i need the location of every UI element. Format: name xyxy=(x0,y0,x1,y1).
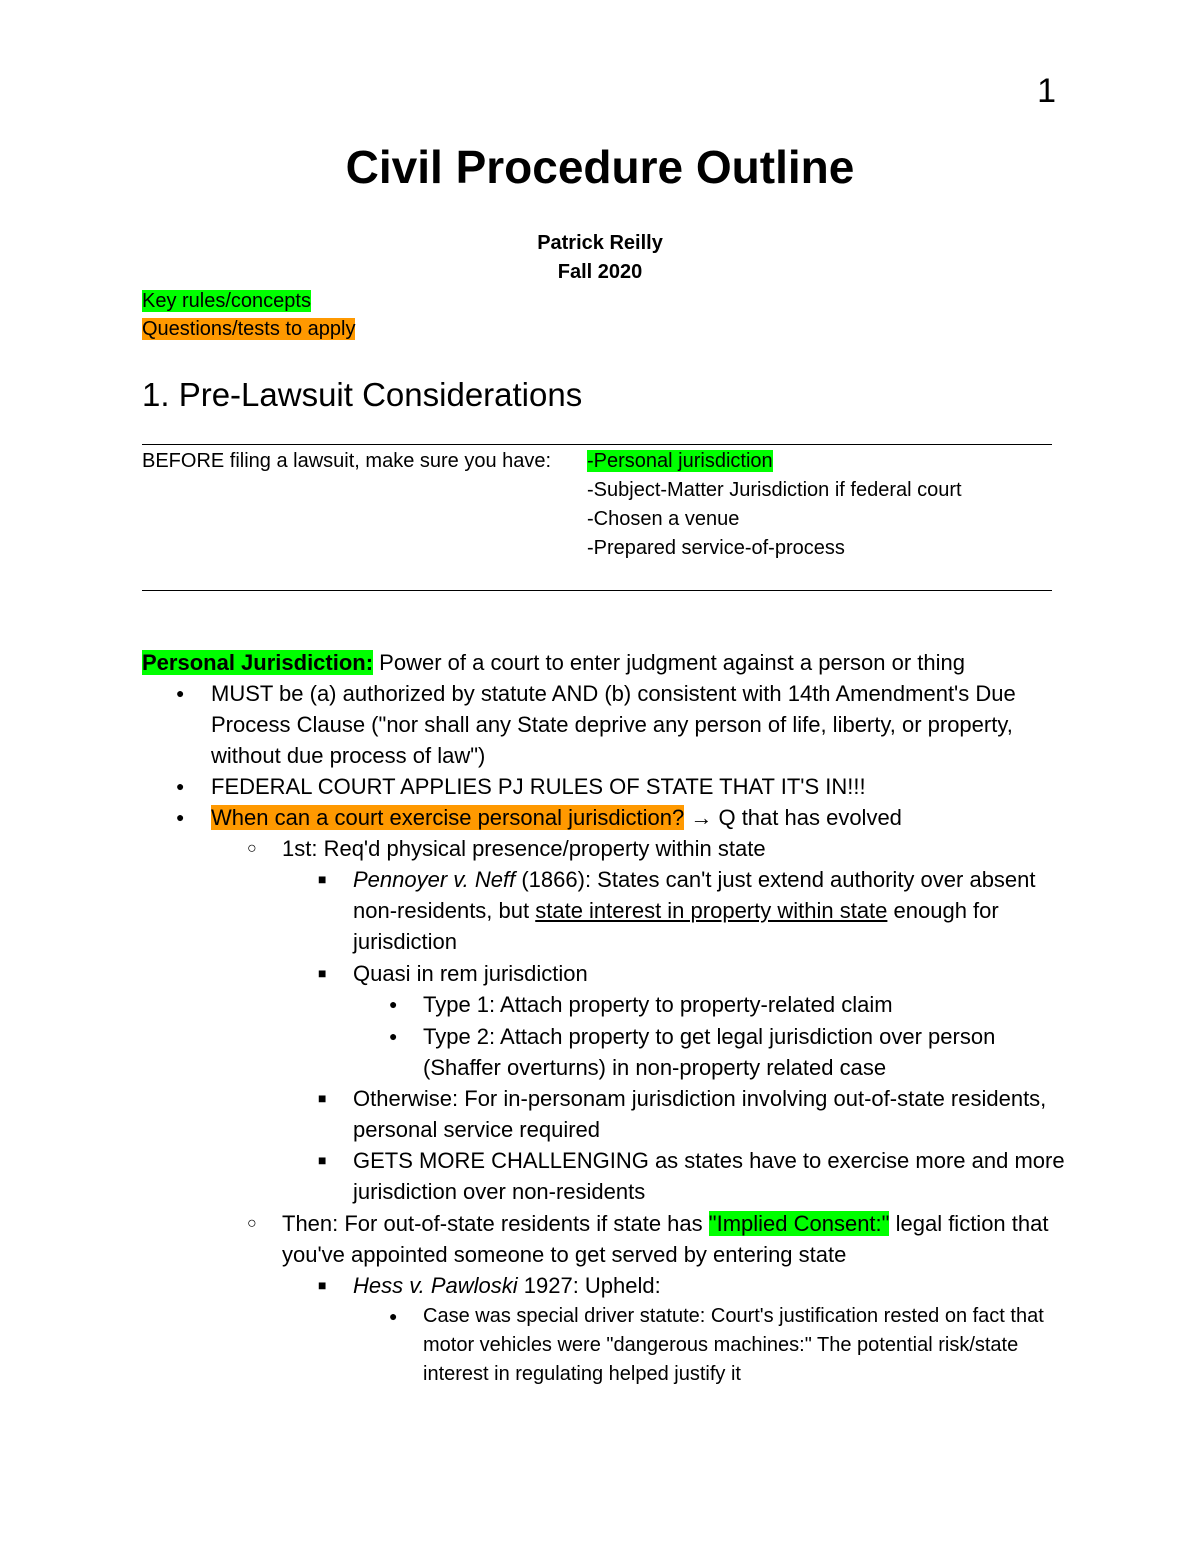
bullet-square-icon: ■ xyxy=(318,1090,327,1106)
underlined-text: state interest in property within state xyxy=(535,898,888,923)
list-item: Quasi in rem jurisdiction xyxy=(353,961,588,986)
author-name: Patrick Reilly xyxy=(537,232,663,254)
list-item: Type 2: Attach property to get legal jurisdiction over person (Shaffer overturns) in non-property related case xyxy=(423,1024,996,1080)
bullet-dot-icon: ● xyxy=(176,778,185,794)
term-label: Fall 2020 xyxy=(557,261,643,283)
question-highlight: When can a court exercise personal jurisdiction? xyxy=(211,805,685,830)
list-item xyxy=(353,864,1073,957)
bullet-dot-icon: ● xyxy=(389,1308,398,1324)
list-item xyxy=(211,802,1071,833)
legend-key-rules xyxy=(142,290,311,313)
requirement-item: -Chosen a venue xyxy=(587,508,740,530)
list-item-text: enough for jurisdiction xyxy=(353,898,999,954)
legend-questions xyxy=(142,318,355,341)
list-item-text: 1927: Upheld: xyxy=(517,1273,661,1298)
list-item: MUST be (a) authorized by statute AND (b) consistent with 14th Amendment's Due Process Clause ("nor shall any State deprive any person of life, liberty, or property, without due process of law") xyxy=(211,681,1016,768)
list-item: FEDERAL COURT APPLIES PJ RULES OF STATE THAT IT'S IN!!! xyxy=(211,774,866,799)
list-item-text: → Q that has evolved xyxy=(684,805,902,830)
requirement-item: -Subject-Matter Jurisdiction if federal court xyxy=(587,479,962,501)
list-item-text: (1866): States can't just extend authority over absent non-residents, but xyxy=(353,867,1036,923)
bullet-dot-icon: ● xyxy=(176,685,185,701)
list-item-text: Then: For out-of-state residents if state has xyxy=(282,1211,709,1236)
bullet-square-icon: ■ xyxy=(318,1152,327,1168)
bullet-dot-icon: ● xyxy=(389,996,398,1012)
bullet-square-icon: ■ xyxy=(318,871,327,887)
list-item: GETS MORE CHALLENGING as states have to exercise more and more jurisdiction over non-residents xyxy=(353,1148,1065,1204)
divider-bottom xyxy=(142,590,1052,591)
bullet-square-icon: ■ xyxy=(318,1277,327,1293)
requirement-item xyxy=(587,450,773,473)
list-item: 1st: Req'd physical presence/property within state xyxy=(282,836,766,861)
bullet-dot-icon: ● xyxy=(176,809,185,825)
list-item: Type 1: Attach property to property-related claim xyxy=(423,992,893,1017)
list-item xyxy=(282,1208,1072,1270)
list-item: Case was special driver statute: Court's justification rested on fact that motor vehicles were "dangerous machines:" The potential risk/state interest in regulating helped justify it xyxy=(423,1305,1044,1385)
list-item: Otherwise: For in-personam jurisdiction involving out-of-state residents, personal service required xyxy=(353,1086,1047,1142)
divider-top xyxy=(142,444,1052,445)
before-label: BEFORE filing a lawsuit, make sure you have: xyxy=(142,450,552,472)
pj-term: Personal Jurisdiction: xyxy=(142,650,374,675)
case-name: Pennoyer v. Neff xyxy=(353,867,516,892)
list-item xyxy=(353,1270,1073,1301)
document-title: Civil Procedure Outline xyxy=(345,141,855,193)
page-number: 1 xyxy=(1037,72,1056,110)
case-name: Hess v. Pawloski xyxy=(353,1273,518,1298)
bullet-square-icon: ■ xyxy=(318,965,327,981)
requirement-text: -Personal jurisdiction xyxy=(587,450,773,472)
bullet-circle-icon: ○ xyxy=(247,840,257,857)
key-highlight: "Implied Consent:" xyxy=(708,1211,890,1236)
bullet-dot-icon: ● xyxy=(389,1028,398,1044)
legend-key-text: Key rules/concepts xyxy=(142,290,311,312)
legend-questions-text: Questions/tests to apply xyxy=(142,318,356,340)
bullet-circle-icon: ○ xyxy=(247,1215,257,1232)
list-item-text: legal fiction that you've appointed someone to get served by entering state xyxy=(282,1211,1049,1267)
requirement-item: -Prepared service-of-process xyxy=(587,537,845,559)
section-heading: 1. Pre-Lawsuit Considerations xyxy=(142,376,583,413)
pj-definition xyxy=(142,647,1072,678)
pj-definition-text: Power of a court to enter judgment against a person or thing xyxy=(373,650,965,675)
